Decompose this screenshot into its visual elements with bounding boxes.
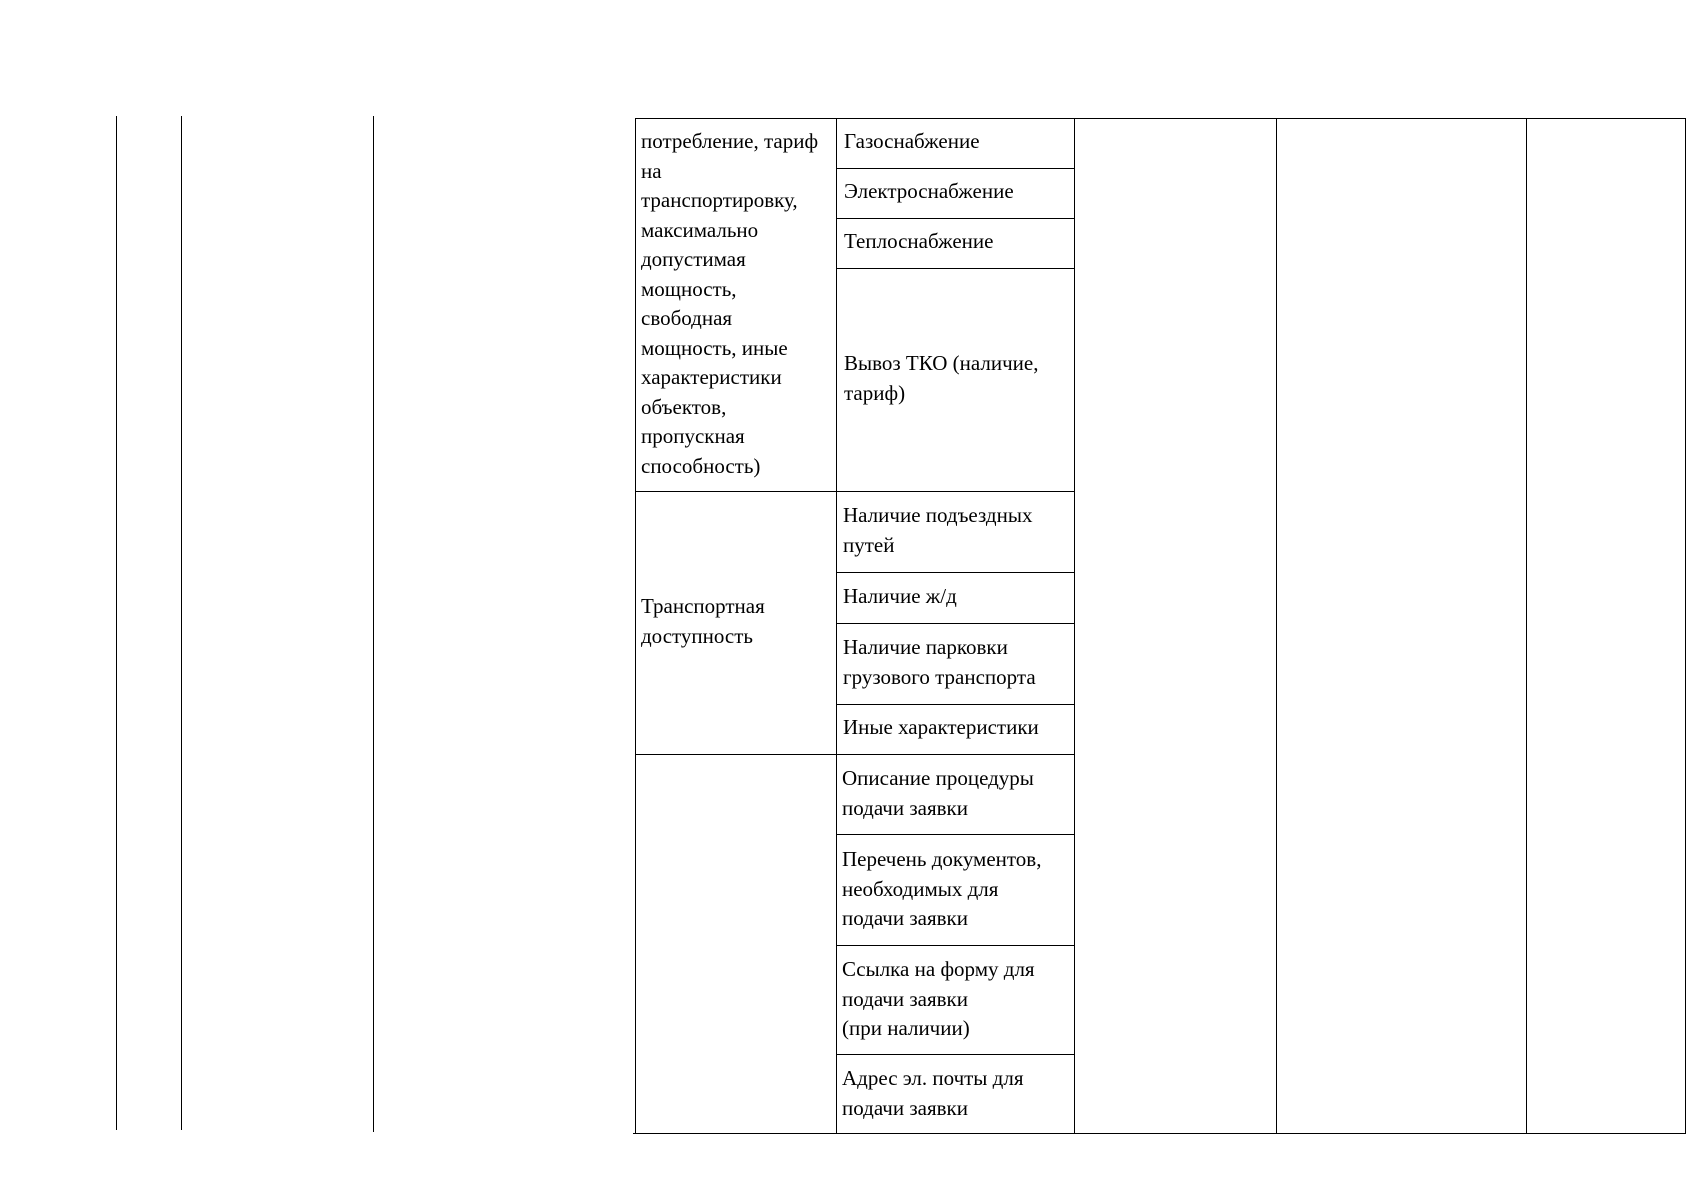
item-electricity: Электроснабжение	[844, 179, 1014, 203]
row-separator	[836, 704, 1075, 705]
column-divider-4	[1526, 118, 1527, 1134]
group-separator-application	[635, 754, 1075, 755]
row-separator	[836, 168, 1075, 169]
item-waste: Вывоз ТКО (наличие, тариф)	[844, 351, 1039, 405]
item-truck-parking: Наличие парковки грузового транспорта	[843, 635, 1036, 689]
row-separator	[836, 623, 1075, 624]
row-separator	[836, 834, 1075, 835]
item-form-link: Ссылка на форму для подачи заявки (при наличии)	[842, 957, 1035, 1040]
column-divider-2	[1074, 118, 1075, 1134]
table-top-border	[635, 118, 1686, 119]
table-left-border	[635, 118, 636, 1134]
item-email: Адрес эл. почты для подачи заявки	[842, 1066, 1024, 1120]
row-separator	[836, 945, 1075, 946]
left-table-border-3	[373, 116, 374, 1132]
row-separator	[836, 268, 1075, 269]
row-separator	[836, 1054, 1075, 1055]
item-documents: Перечень документов, необходимых для подачи заявки	[842, 847, 1042, 930]
column-divider-3	[1276, 118, 1277, 1134]
group-separator-transport	[635, 491, 1075, 492]
item-railway: Наличие ж/д	[843, 584, 957, 608]
item-procedure: Описание процедуры подачи заявки	[842, 766, 1034, 820]
item-gas: Газоснабжение	[844, 129, 980, 153]
table-right-border	[1685, 118, 1686, 1134]
left-table-border-2	[181, 116, 182, 1130]
row-separator	[836, 572, 1075, 573]
item-other: Иные характеристики	[843, 715, 1039, 739]
left-table-border-1	[116, 116, 117, 1130]
group-label-transport: Транспортная доступность	[641, 594, 765, 648]
item-access-roads: Наличие подъездных путей	[843, 503, 1033, 557]
item-heat: Теплоснабжение	[844, 229, 994, 253]
table-bottom-border	[633, 1133, 1686, 1134]
row-separator	[836, 218, 1075, 219]
column-divider-1	[836, 118, 837, 1134]
group-label-utilities: потребление, тариф на транспортировку, максимально допустимая мощность, свободная мощность, иные характеристики объектов, пропускная способность)	[641, 129, 819, 478]
